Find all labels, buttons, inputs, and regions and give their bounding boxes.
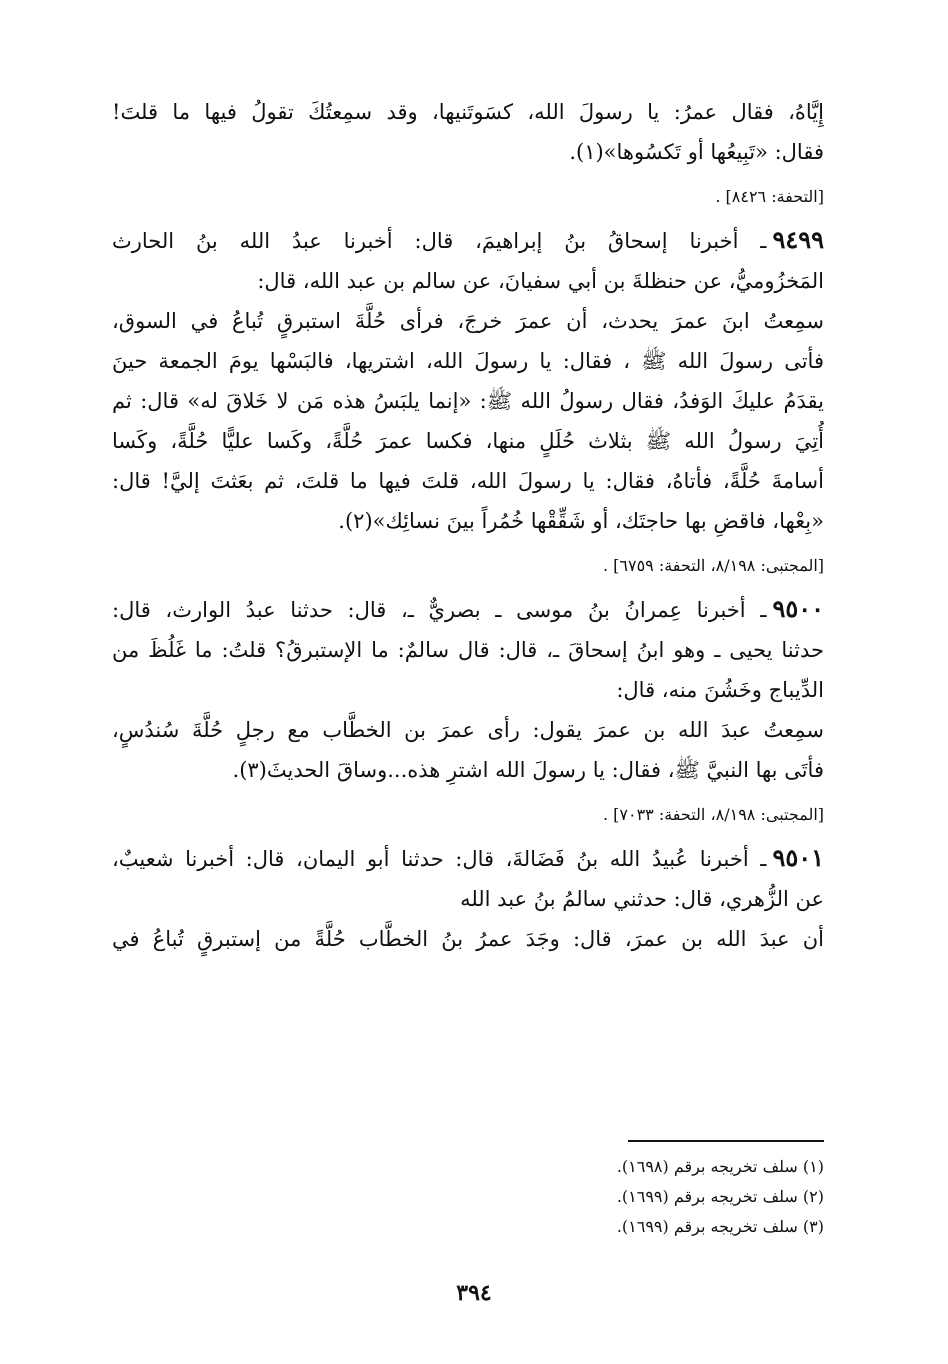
isnad-line: ـ أخبرنا إسحاقُ بنُ إبراهيمَ، قال: أخبرنا عبدُ الله بنُ الحارث — [112, 229, 767, 253]
reference: [المجتبى: ٨/١٩٨، التحفة: ٧٠٣٣] . — [602, 805, 824, 824]
text-line: أُتِيَ رسولُ الله ﷺ بثلاث حُلَلٍ منها، فكسا عمرَ حُلَّةً، وكَسا عليًّا حُلَّةً، وكَسا — [112, 429, 824, 453]
hadith-9499-header — [112, 220, 824, 261]
isnad-line: حدثنا يحيى ـ وهو ابنُ إسحاقَ ـ، قال: قال سالمٌ: ما الإستبرقُ؟ قلتُ: ما غَلُظَ من — [112, 638, 824, 662]
text-line: إِيَّاهُ، فقال عمرُ: يا رسولَ الله، كسَوتَنيها، وقد سمِعتُكَ تقولُ فيها ما قلتَ! — [112, 100, 824, 124]
footnotes — [424, 1152, 824, 1242]
text-line: فأتَى بها النبيَّ ﷺ، فقال: يا رسولَ الله اشترِ هذه...وساقَ الحديثَ(٣). — [232, 758, 824, 782]
text-line: يقدَمُ عليكَ الوَفدُ، فقال رسولُ الله ﷺ: «إنما يلبَسُ هذه مَن لا خَلاقَ له» قال: ثم — [112, 389, 824, 413]
isnad-line: ـ أخبرنا عُبيدُ الله بنُ فَضَالةَ، قال: حدثنا أبو اليمان، قال: أخبرنا شعيبٌ، — [112, 847, 767, 871]
hadith-9500-header — [112, 589, 824, 630]
footnote: (٢) سلف تخريجه برقم (١٦٩٩). — [616, 1187, 824, 1206]
hadith-number: ٩٥٠٠ — [772, 594, 824, 623]
footnote: (١) سلف تخريجه برقم (١٦٩٨). — [616, 1157, 824, 1176]
footnote-divider — [628, 1140, 824, 1142]
isnad-line: المَخزُوميُّ، عن حنظلةَ بن أبي سفيانَ، عن سالم بن عبد الله، قال: — [257, 269, 824, 293]
hadith-number: ٩٤٩٩ — [772, 225, 824, 254]
text-line: أسامةَ حُلَّةً، فأتاهُ، فقال: يا رسولَ الله، قلتَ فيها ما قلتَ، ثم بعَثتَ إليَّ! قال: — [112, 469, 824, 493]
page-number: ٣٩٤ — [456, 1280, 492, 1306]
hadith-number: ٩٥٠١ — [772, 843, 824, 872]
text-line: «بِعْها، فاقضِ بها حاجتَك، أو شَقِّقْها خُمُراً بينَ نسائِك»(٢). — [338, 509, 824, 533]
text-line: فقال: «تَبِيعُها أو تَكسُوها»(١). — [569, 140, 824, 164]
text-line: سمِعتُ ابنَ عمرَ يحدث، أن عمرَ خرجَ، فرأى حُلَّةَ استبرقٍ تُباعُ في السوق، — [112, 309, 824, 333]
footnote: (٣) سلف تخريجه برقم (١٦٩٩). — [616, 1217, 824, 1236]
reference: [التحفة: ٨٤٢٦] . — [715, 187, 824, 206]
page-body — [112, 92, 824, 959]
reference: [المجتبى: ٨/١٩٨، التحفة: ٦٧٥٩] . — [602, 556, 824, 575]
isnad-line: ـ أخبرنا عِمرانُ بنُ موسى ـ بصريٌّ ـ، قال: حدثنا عبدُ الوارث، قال: — [112, 598, 767, 622]
isnad-line: الدِّيباج وخَشُنَ منه، قال: — [616, 678, 824, 702]
isnad-line: عن الزُّهري، قال: حدثني سالمُ بنُ عبد الله — [460, 887, 824, 911]
text-line: أن عبدَ الله بن عمرَ، قال: وجَدَ عمرُ بنُ الخطَّاب حُلَّةً من إستبرقٍ تُباعُ في — [112, 927, 824, 951]
hadith-9501-header — [112, 838, 824, 879]
text-line: سمِعتُ عبدَ الله بن عمرَ يقول: رأى عمرَ بن الخطَّاب مع رجلٍ حُلَّةَ سُندُسٍ، — [112, 718, 824, 742]
text-line: فأتى رسولَ الله ﷺ ، فقال: يا رسولَ الله، اشتريها، فالبَسْها يومَ الجمعة حينَ — [112, 349, 824, 373]
